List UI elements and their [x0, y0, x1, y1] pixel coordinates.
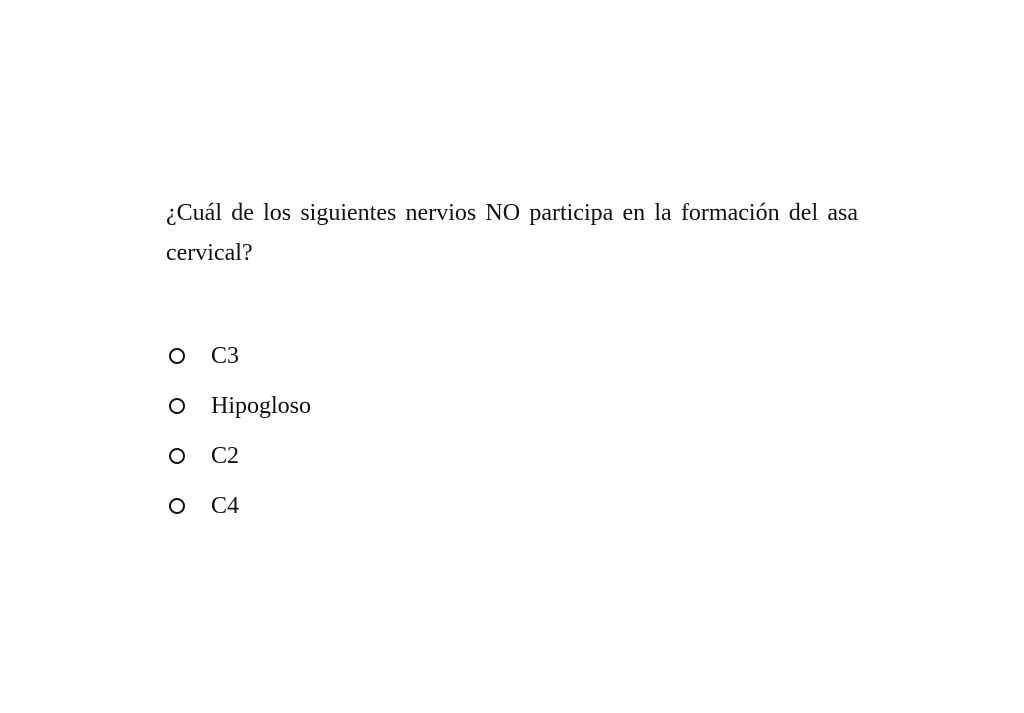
option-label: Hipogloso — [211, 393, 312, 419]
option-label: C2 — [211, 443, 240, 469]
option-c3[interactable] — [166, 331, 311, 381]
radio-button-icon[interactable] — [169, 498, 185, 514]
quiz-container — [166, 193, 858, 519]
answer-options — [166, 331, 311, 531]
option-label: C3 — [211, 343, 240, 369]
radio-button-icon[interactable] — [169, 398, 185, 414]
option-c4[interactable] — [166, 481, 311, 531]
radio-button-icon[interactable] — [169, 448, 185, 464]
question-text: ¿Cuál de los siguientes nervios NO participa en la formación del asa cervical? — [166, 200, 858, 266]
option-hipogloso[interactable] — [166, 381, 311, 431]
radio-button-icon[interactable] — [169, 348, 185, 364]
option-label: C4 — [211, 493, 240, 519]
option-c2[interactable] — [166, 431, 311, 481]
